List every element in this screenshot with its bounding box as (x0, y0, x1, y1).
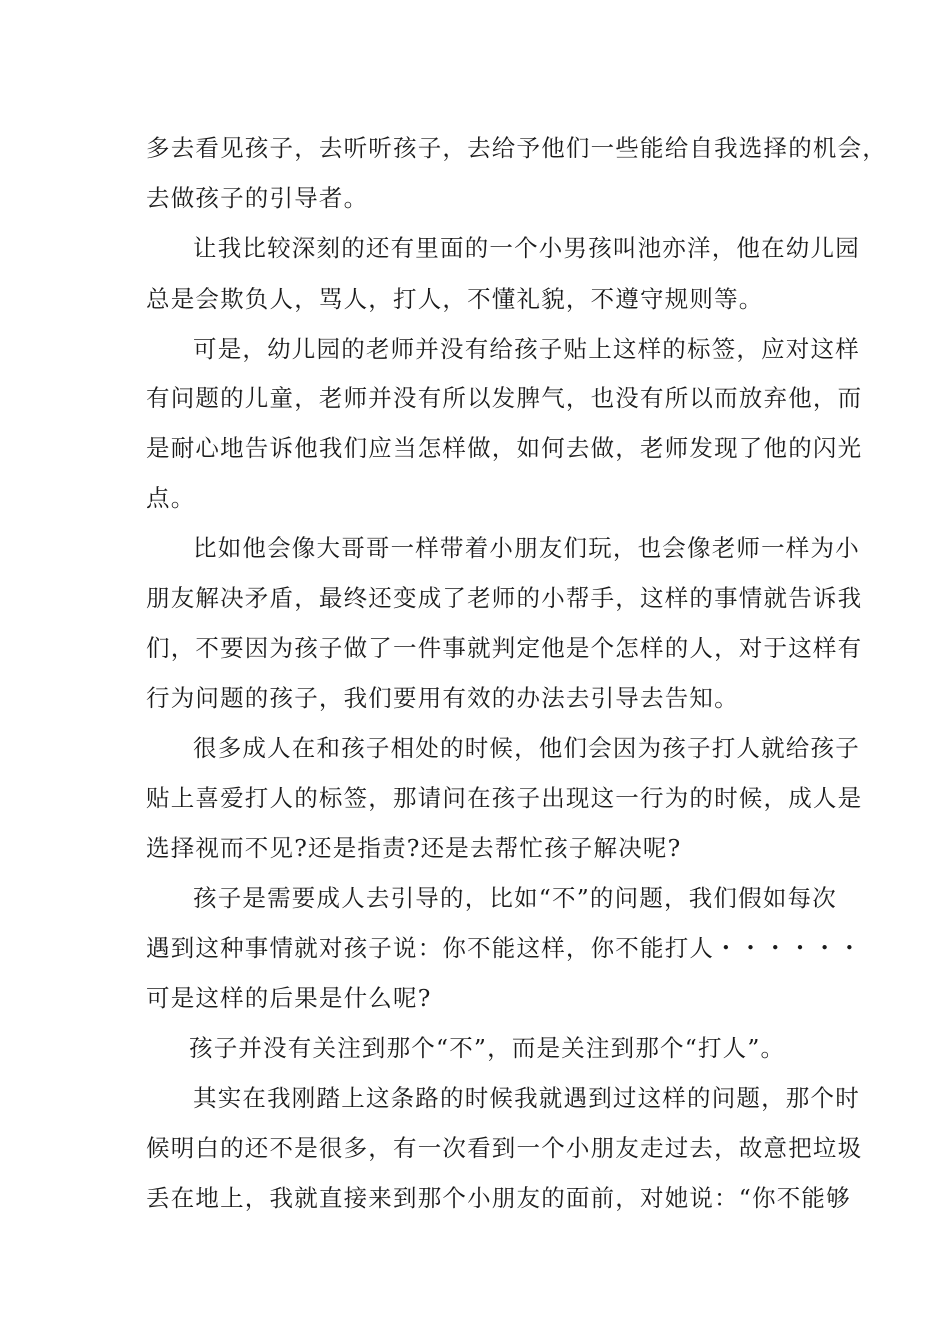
text-line: 可是，幼儿园的老师并没有给孩子贴上这样的标签，应对这样 (193, 335, 860, 363)
text-line: 点。 (146, 484, 196, 512)
text-line: 孩子是需要成人去引导的，比如“不”的问题，我们假如每次 (193, 884, 837, 912)
text-line: 选择视而不见?还是指责?还是去帮忙孩子解决呢? (146, 834, 682, 862)
text-line: 贴上喜爱打人的标签，那请问在孩子出现这一行为的时候，成人是 (146, 784, 863, 812)
text-line: 去做孩子的引导者。 (146, 184, 369, 212)
text-line: 有问题的儿童，老师并没有所以发脾气，也没有所以而放弃他，而 (146, 384, 863, 412)
text-line: 多去看见孩子，去听听孩子，去给予他们一些能给自我选择的机会， (146, 134, 887, 162)
text-line: 可是这样的后果是什么呢? (146, 984, 432, 1012)
text-line: 孩子并没有关注到那个“不”，而是关注到那个“打人”。 (189, 1034, 786, 1062)
text-line: 遇到这种事情就对孩子说：你不能这样，你不能打人・・・・・・ (146, 934, 863, 962)
text-line: 行为问题的孩子，我们要用有效的办法去引导去告知。 (146, 684, 739, 712)
text-line: 朋友解决矛盾，最终还变成了老师的小帮手，这样的事情就告诉我 (146, 584, 863, 612)
text-line: 丢在地上，我就直接来到那个小朋友的面前，对她说：“你不能够 (146, 1184, 851, 1212)
text-line: 比如他会像大哥哥一样带着小朋友们玩，也会像老师一样为小 (193, 534, 860, 562)
text-line: 让我比较深刻的还有里面的一个小男孩叫池亦洋，他在幼儿园 (193, 234, 860, 262)
text-line: 是耐心地告诉他我们应当怎样做，如何去做，老师发现了他的闪光 (146, 434, 863, 462)
text-line: 其实在我刚踏上这条路的时候我就遇到过这样的问题，那个时 (193, 1084, 860, 1112)
text-line: 们，不要因为孩子做了一件事就判定他是个怎样的人，对于这样有 (146, 634, 863, 662)
text-line: 候明白的还不是很多，有一次看到一个小朋友走过去，故意把垃圾 (146, 1134, 863, 1162)
text-line: 很多成人在和孩子相处的时候，他们会因为孩子打人就给孩子 (193, 734, 860, 762)
text-line: 总是会欺负人，骂人，打人，不懂礼貌，不遵守规则等。 (146, 285, 764, 313)
